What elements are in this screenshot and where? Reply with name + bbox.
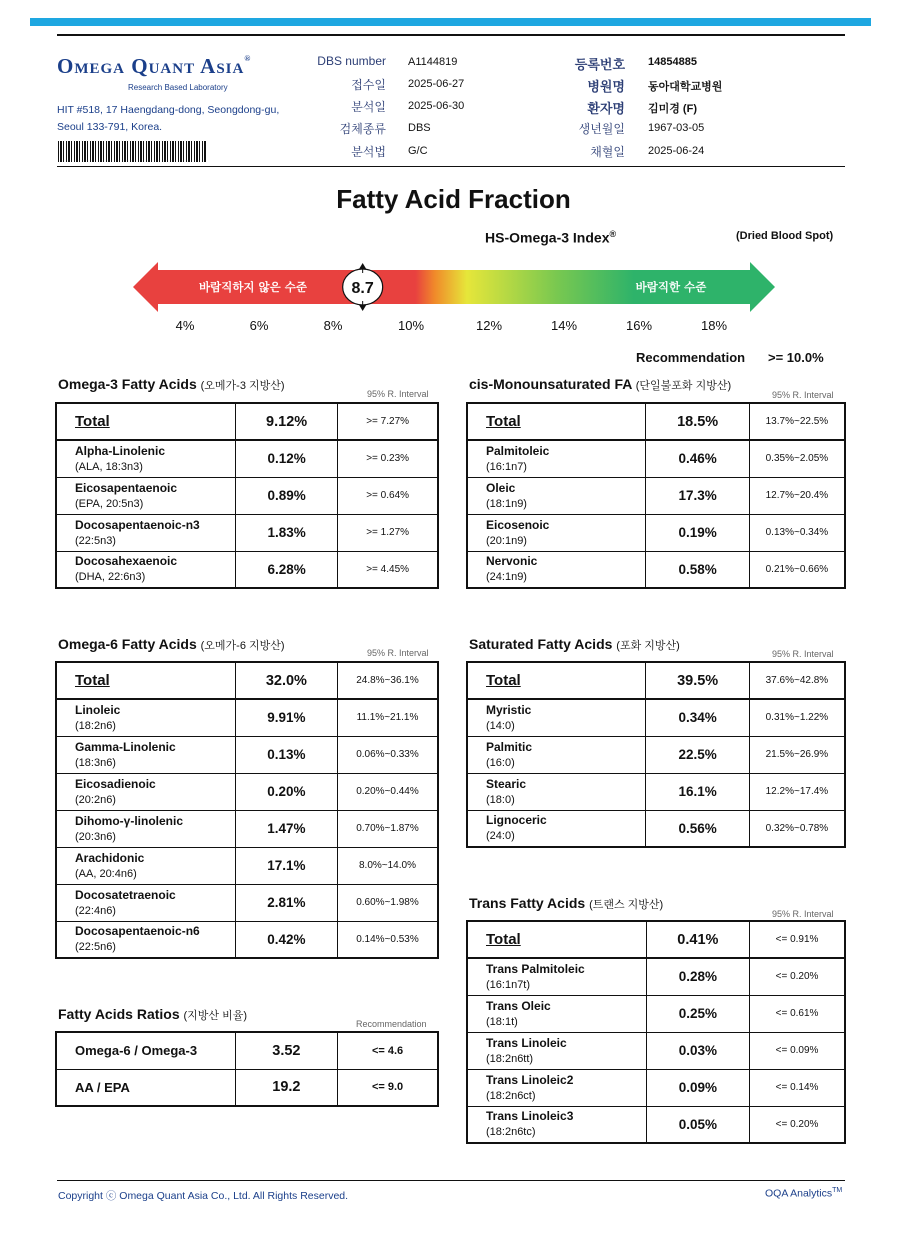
table-row bbox=[467, 551, 845, 588]
saturated-interval-label: 95% R. Interval bbox=[772, 649, 834, 659]
recommendation-label: Recommendation bbox=[636, 350, 746, 365]
acid-name-cell bbox=[467, 477, 646, 514]
acid-value: 0.03% bbox=[646, 1032, 749, 1069]
ratio-value: 3.52 bbox=[235, 1032, 337, 1069]
cis-mono-title: cis-Monounsaturated FA bbox=[469, 376, 632, 392]
total-value: 39.5% bbox=[646, 662, 749, 699]
field-label: 접수일 bbox=[351, 78, 386, 92]
acid-range: 0.60%~1.98% bbox=[337, 884, 438, 921]
acid-name-cell bbox=[56, 514, 235, 551]
acid-value: 0.58% bbox=[646, 551, 749, 588]
acid-name-cell bbox=[467, 514, 646, 551]
field-label: 병원명 bbox=[587, 79, 625, 94]
ratio-recommendation: <= 9.0 bbox=[338, 1069, 438, 1106]
acid-range: 0.21%~0.66% bbox=[749, 551, 845, 588]
acid-value: 2.81% bbox=[235, 884, 337, 921]
omega6-table bbox=[55, 661, 439, 959]
scale-tick-label: 14% bbox=[550, 318, 578, 333]
cis-mono-interval-label: 95% R. Interval bbox=[772, 390, 834, 400]
acid-formula: (ALA, 18:3n3) bbox=[75, 460, 143, 473]
acid-name-cell bbox=[56, 884, 235, 921]
acid-name-cell bbox=[467, 699, 646, 736]
acid-value: 0.25% bbox=[646, 995, 749, 1032]
acid-name-cell bbox=[56, 921, 235, 958]
acid-name-cell bbox=[56, 773, 235, 810]
field-label: DBS number bbox=[317, 54, 386, 68]
acid-formula: (EPA, 20:5n3) bbox=[75, 497, 144, 510]
index-registered-mark: ® bbox=[609, 229, 617, 239]
saturated-title-ko: (포화 지방산) bbox=[616, 640, 680, 652]
table-row bbox=[467, 477, 845, 514]
acid-name-cell bbox=[467, 1032, 646, 1069]
gauge-bad-label: 바람직하지 않은 수준 bbox=[199, 280, 307, 294]
acid-name-cell bbox=[56, 736, 235, 773]
acid-name: Palmitic bbox=[486, 739, 533, 754]
table-row bbox=[56, 810, 438, 847]
field-value: 김미경 (F) bbox=[648, 103, 697, 115]
ratio-name: AA / EPA bbox=[56, 1069, 235, 1106]
acid-value: 0.12% bbox=[235, 440, 337, 477]
logo-subtitle: Research Based Laboratory bbox=[128, 83, 228, 92]
acid-range: 0.06%~0.33% bbox=[337, 736, 438, 773]
saturated-table bbox=[466, 661, 846, 848]
copyright-text: Copyright ⓒ Omega Quant Asia Co., Ltd. All Rights Reserved. bbox=[58, 1190, 349, 1202]
acid-value: 0.46% bbox=[646, 440, 749, 477]
acid-range: <= 0.14% bbox=[750, 1069, 845, 1106]
acid-name: Palmitoleic bbox=[486, 443, 550, 458]
index-name: HS-Omega-3 Index bbox=[485, 229, 610, 246]
cis-mono-table bbox=[466, 402, 846, 589]
acid-formula: (22:5n3) bbox=[75, 534, 116, 547]
acid-range: 0.70%~1.87% bbox=[337, 810, 438, 847]
acid-formula: (20:3n6) bbox=[75, 830, 116, 843]
acid-formula: (16:1n7t) bbox=[486, 978, 531, 991]
total-label: Total bbox=[56, 662, 235, 699]
acid-value: 0.89% bbox=[235, 477, 337, 514]
total-row bbox=[56, 403, 438, 440]
gauge-good-label: 바람직한 수준 bbox=[635, 280, 707, 294]
table-row bbox=[56, 773, 438, 810]
acid-name-cell bbox=[56, 551, 235, 588]
acid-range: <= 0.20% bbox=[750, 1106, 845, 1143]
scale-tick-label: 8% bbox=[323, 318, 343, 333]
ratios-section-title bbox=[58, 1006, 247, 1023]
acid-name: Gamma-Linolenic bbox=[75, 739, 176, 754]
trans-title-ko: (트랜스 지방산) bbox=[589, 899, 664, 911]
cis-mono-title-ko: (단일불포화 지방산) bbox=[635, 380, 732, 392]
table-row bbox=[467, 995, 845, 1032]
cis-mono-section-title bbox=[469, 376, 731, 393]
ratio-row bbox=[56, 1032, 438, 1069]
acid-value: 0.05% bbox=[646, 1106, 749, 1143]
acid-name: Dihomo-γ-linolenic bbox=[75, 813, 183, 828]
acid-formula: (20:1n9) bbox=[486, 534, 527, 547]
acid-range: >= 0.64% bbox=[338, 477, 438, 514]
acid-name: Eicosapentaenoic bbox=[75, 480, 178, 495]
marker-value: 8.7 bbox=[351, 280, 374, 297]
top-accent-bar bbox=[30, 18, 871, 26]
omega6-interval-label: 95% R. Interval bbox=[367, 648, 429, 658]
acid-name: Stearic bbox=[486, 776, 527, 791]
acid-name-cell bbox=[56, 699, 235, 736]
table-row bbox=[467, 958, 845, 995]
table-row bbox=[56, 514, 438, 551]
field-label: 분석법 bbox=[351, 145, 386, 159]
ratios-table bbox=[55, 1031, 439, 1107]
acid-name-cell bbox=[56, 440, 235, 477]
ratio-name: Omega-6 / Omega-3 bbox=[56, 1032, 235, 1069]
company-logo bbox=[57, 54, 251, 79]
field-value: G/C bbox=[408, 145, 428, 157]
field-value: 1967-03-05 bbox=[648, 122, 705, 134]
table-row bbox=[56, 699, 438, 736]
ratio-recommendation: <= 4.6 bbox=[338, 1032, 438, 1069]
acid-name: Trans Palmitoleic bbox=[486, 961, 585, 976]
omega3-interval-label: 95% R. Interval bbox=[367, 389, 429, 399]
total-value: 9.12% bbox=[235, 403, 337, 440]
table-row bbox=[467, 514, 845, 551]
acid-formula: (14:0) bbox=[486, 719, 515, 732]
acid-value: 0.20% bbox=[235, 773, 337, 810]
table-row bbox=[467, 440, 845, 477]
table-row bbox=[467, 1032, 845, 1069]
acid-value: 17.3% bbox=[646, 477, 749, 514]
acid-name-cell bbox=[467, 551, 646, 588]
acid-name-cell bbox=[467, 736, 646, 773]
ratios-recommendation-label: Recommendation bbox=[356, 1019, 427, 1029]
acid-name-cell bbox=[56, 477, 235, 514]
field-value: DBS bbox=[408, 122, 431, 134]
acid-range: 0.13%~0.34% bbox=[749, 514, 845, 551]
acid-name-cell bbox=[467, 958, 646, 995]
barcode bbox=[58, 141, 206, 162]
acid-name: Eicosenoic bbox=[486, 517, 550, 532]
acid-value: 6.28% bbox=[235, 551, 337, 588]
acid-value: 0.19% bbox=[646, 514, 749, 551]
acid-name-cell bbox=[467, 440, 646, 477]
acid-formula: (24:1n9) bbox=[486, 571, 527, 584]
acid-name: Linoleic bbox=[75, 702, 121, 717]
trans-table bbox=[466, 920, 846, 1144]
trans-section-title bbox=[469, 895, 663, 912]
acid-formula: (18:2n6tt) bbox=[486, 1052, 534, 1065]
scale-tick-label: 18% bbox=[700, 318, 728, 333]
header-bottom-rule bbox=[57, 166, 845, 167]
acid-name: Myristic bbox=[486, 702, 532, 717]
footer-rule bbox=[57, 1180, 845, 1181]
saturated-title: Saturated Fatty Acids bbox=[469, 636, 613, 652]
acid-name: Eicosadienoic bbox=[75, 776, 156, 791]
acid-formula: (22:5n6) bbox=[75, 941, 116, 954]
field-value: 2025-06-24 bbox=[648, 145, 705, 157]
field-label: 분석일 bbox=[351, 100, 386, 114]
acid-name: Trans Linoleic bbox=[486, 1035, 567, 1050]
acid-name: Nervonic bbox=[486, 554, 538, 569]
total-range: >= 7.27% bbox=[338, 403, 438, 440]
trans-interval-label: 95% R. Interval bbox=[772, 909, 834, 919]
acid-formula: (24:0) bbox=[486, 830, 515, 843]
acid-formula: (18:1n9) bbox=[486, 497, 527, 510]
acid-name: Lignoceric bbox=[486, 813, 547, 828]
header-top-rule bbox=[57, 34, 845, 36]
acid-formula: (18:0) bbox=[486, 793, 515, 806]
field-value: 2025-06-27 bbox=[408, 78, 465, 90]
table-row bbox=[467, 1069, 845, 1106]
acid-formula: (22:4n6) bbox=[75, 904, 116, 917]
page-title: Fatty Acid Fraction bbox=[336, 184, 571, 214]
scale-tick-label: 4% bbox=[175, 318, 195, 333]
acid-name: Docosapentaenoic-n3 bbox=[75, 517, 200, 532]
acid-value: 0.28% bbox=[646, 958, 749, 995]
acid-formula: (18:2n6ct) bbox=[486, 1089, 536, 1102]
index-title bbox=[485, 229, 616, 246]
acid-range: >= 4.45% bbox=[338, 551, 438, 588]
acid-name: Trans Linoleic2 bbox=[486, 1072, 574, 1087]
acid-name-cell bbox=[56, 810, 235, 847]
brand-tm: TM bbox=[832, 1187, 843, 1194]
table-row bbox=[56, 440, 438, 477]
field-label: 생년월일 bbox=[578, 122, 625, 136]
total-label: Total bbox=[467, 662, 646, 699]
total-row bbox=[467, 662, 845, 699]
acid-range: 0.32%~0.78% bbox=[749, 810, 845, 847]
ratios-title: Fatty Acids Ratios bbox=[58, 1006, 180, 1022]
total-row bbox=[56, 662, 438, 699]
brand-name: OQA Analytics bbox=[765, 1187, 833, 1200]
acid-range: >= 1.27% bbox=[338, 514, 438, 551]
omega3-section-title bbox=[58, 376, 285, 393]
acid-value: 0.13% bbox=[235, 736, 337, 773]
table-row bbox=[467, 1106, 845, 1143]
table-row bbox=[56, 921, 438, 958]
acid-range: <= 0.61% bbox=[750, 995, 845, 1032]
table-row bbox=[467, 736, 845, 773]
acid-formula: (DHA, 22:6n3) bbox=[75, 571, 146, 584]
acid-name: Oleic bbox=[486, 480, 516, 495]
acid-formula: (18:2n6) bbox=[75, 719, 116, 732]
omega6-title-ko: (오메가-6 지방산) bbox=[200, 640, 285, 652]
acid-range: <= 0.09% bbox=[750, 1032, 845, 1069]
ratio-value: 19.2 bbox=[235, 1069, 337, 1106]
acid-name: Arachidonic bbox=[75, 850, 145, 865]
acid-range: 0.14%~0.53% bbox=[337, 921, 438, 958]
acid-name-cell bbox=[467, 1069, 646, 1106]
total-range: 13.7%~22.5% bbox=[749, 403, 845, 440]
scale-tick-label: 16% bbox=[625, 318, 653, 333]
acid-name: Trans Oleic bbox=[486, 998, 551, 1013]
recommendation-value: >= 10.0% bbox=[768, 350, 824, 365]
trans-title: Trans Fatty Acids bbox=[469, 895, 586, 911]
field-label: 환자명 bbox=[587, 101, 625, 116]
acid-range: 0.31%~1.22% bbox=[749, 699, 845, 736]
acid-formula: (16:0) bbox=[486, 756, 515, 769]
address-line-1: HIT #518, 17 Haengdang-dong, Seongdong-gu, bbox=[57, 104, 280, 116]
table-row bbox=[467, 810, 845, 847]
table-row bbox=[56, 884, 438, 921]
acid-range: 11.1%~21.1% bbox=[337, 699, 438, 736]
total-label: Total bbox=[467, 403, 646, 440]
total-label: Total bbox=[56, 403, 235, 440]
acid-name-cell bbox=[56, 847, 235, 884]
acid-formula: (16:1n7) bbox=[486, 460, 527, 473]
acid-value: 9.91% bbox=[235, 699, 337, 736]
acid-range: 0.20%~0.44% bbox=[337, 773, 438, 810]
table-row bbox=[56, 736, 438, 773]
acid-value: 17.1% bbox=[235, 847, 337, 884]
acid-value: 1.47% bbox=[235, 810, 337, 847]
acid-range: 12.7%~20.4% bbox=[749, 477, 845, 514]
total-range: 24.8%~36.1% bbox=[337, 662, 438, 699]
acid-name: Docosahexaenoic bbox=[75, 554, 178, 569]
field-label: 검체종류 bbox=[339, 122, 386, 136]
table-row bbox=[56, 477, 438, 514]
acid-range: 8.0%~14.0% bbox=[337, 847, 438, 884]
total-label: Total bbox=[467, 921, 646, 958]
acid-value: 0.09% bbox=[646, 1069, 749, 1106]
omega3-index-gauge bbox=[133, 262, 778, 312]
omega3-title-ko: (오메가-3 지방산) bbox=[200, 380, 285, 392]
table-row bbox=[467, 699, 845, 736]
total-value: 32.0% bbox=[235, 662, 337, 699]
acid-name: Docosatetraenoic bbox=[75, 887, 176, 902]
logo-registered-mark: ® bbox=[244, 54, 252, 63]
field-value: A1144819 bbox=[408, 56, 458, 68]
address-line-2: Seoul 133-791, Korea. bbox=[57, 121, 163, 133]
scale-tick-label: 6% bbox=[249, 318, 269, 333]
acid-formula: (18:3n6) bbox=[75, 756, 116, 769]
acid-range: 12.2%~17.4% bbox=[749, 773, 845, 810]
acid-name: Docosapentaenoic-n6 bbox=[75, 924, 200, 939]
acid-name-cell bbox=[467, 810, 646, 847]
acid-formula: (18:2n6tc) bbox=[486, 1126, 536, 1139]
total-row bbox=[467, 403, 845, 440]
acid-range: <= 0.20% bbox=[750, 958, 845, 995]
field-value: 2025-06-30 bbox=[408, 100, 465, 112]
omega6-title: Omega-6 Fatty Acids bbox=[58, 636, 197, 652]
table-row bbox=[56, 551, 438, 588]
field-label: 채혈일 bbox=[590, 145, 625, 159]
acid-range: 21.5%~26.9% bbox=[749, 736, 845, 773]
acid-name: Alpha-Linolenic bbox=[75, 443, 165, 458]
acid-name-cell bbox=[467, 1106, 646, 1143]
acid-value: 0.56% bbox=[646, 810, 749, 847]
field-label: 등록번호 bbox=[574, 57, 625, 72]
field-value: 14854885 bbox=[648, 56, 697, 68]
acid-value: 22.5% bbox=[646, 736, 749, 773]
total-value: 18.5% bbox=[646, 403, 749, 440]
acid-value: 0.34% bbox=[646, 699, 749, 736]
table-row bbox=[467, 773, 845, 810]
acid-name-cell bbox=[467, 995, 646, 1032]
total-range: 37.6%~42.8% bbox=[749, 662, 845, 699]
total-value: 0.41% bbox=[646, 921, 749, 958]
acid-value: 16.1% bbox=[646, 773, 749, 810]
saturated-section-title bbox=[469, 636, 680, 653]
logo-text: Omega Quant Asia bbox=[57, 54, 245, 78]
acid-range: 0.35%~2.05% bbox=[749, 440, 845, 477]
ratios-title-ko: (지방산 비율) bbox=[183, 1010, 248, 1022]
scale-tick-label: 12% bbox=[475, 318, 503, 333]
acid-value: 1.83% bbox=[235, 514, 337, 551]
acid-value: 0.42% bbox=[235, 921, 337, 958]
sample-type: (Dried Blood Spot) bbox=[736, 230, 834, 242]
total-row bbox=[467, 921, 845, 958]
omega3-title: Omega-3 Fatty Acids bbox=[58, 376, 197, 392]
acid-range: >= 0.23% bbox=[338, 440, 438, 477]
total-range: <= 0.91% bbox=[750, 921, 845, 958]
acid-formula: (AA, 20:4n6) bbox=[75, 867, 137, 880]
acid-formula: (20:2n6) bbox=[75, 793, 116, 806]
table-row bbox=[56, 847, 438, 884]
acid-name: Trans Linoleic3 bbox=[486, 1109, 574, 1124]
acid-formula: (18:1t) bbox=[486, 1015, 518, 1028]
omega3-table bbox=[55, 402, 439, 589]
field-value: 동아대학교병원 bbox=[648, 81, 723, 93]
scale-tick-label: 10% bbox=[397, 318, 425, 333]
acid-name-cell bbox=[467, 773, 646, 810]
ratio-row bbox=[56, 1069, 438, 1106]
brand-text bbox=[765, 1187, 842, 1200]
omega6-section-title bbox=[58, 636, 285, 653]
